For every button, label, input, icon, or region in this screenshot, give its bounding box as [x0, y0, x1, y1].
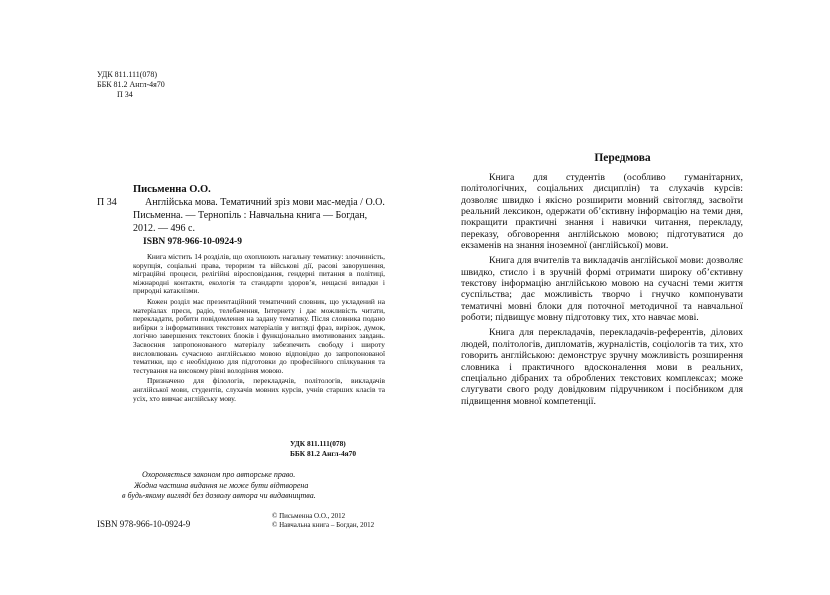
copyright-line: © Письменна О.О., 2012 — [272, 512, 346, 520]
notice-line: Жодна частина видання не може бути відтворена — [134, 480, 309, 490]
copyrights — [272, 512, 374, 530]
copyright-line: © Навчальна книга – Богдан, 2012 — [272, 521, 375, 529]
call-code-side: П 34 — [97, 197, 117, 208]
isbn: ISBN 978-966-10-0924-9 — [143, 237, 242, 247]
abstract-paragraph: Кожен розділ має презентаційний тематичний словник, що укладений на матеріалах преси, радіо, телебачення, Інтернету і дає можливість читати, перекладати, робити повідомлення на задану тематику. Після словника подано вибірки з інформативних текстових матеріалів у вигляді фраз, вирізок, думок, логічно завершених текстових блоків і функціонально вмотивованих завдань. Засвоєння запропонованого матеріалу забезпечить свободу і широту висловлювань сучасною англійською мовою відповідно до запропонованої тематики, що є необхідною для підготовки до професійного спілкування та тестування на високому рівні володіння мовою. — [133, 296, 385, 375]
classification-codes — [290, 439, 356, 459]
page-title: Передмова — [594, 152, 651, 164]
udk-header — [97, 70, 165, 100]
abstract-paragraph: Книга містить 14 розділів, що охоплюють нагальну тематику: злочинність, корупція, соціальні права, тероризм та військові дії, расові заворушення, міграційні процеси, релігійні віросповідання, гендерні питання в політиці, міжнародні контакти, екологія та стандарти здоров’я, нещасні випадки і природні катаклізми. — [133, 252, 385, 296]
preface-paragraph: Книга для студентів (особливо гуманітарних, політологічних, соціальних дисциплін) та слухачів курсів: дозволяє швидко і якісно розширити мовний світогляд, засвоїти реальний лексикон, одержати об’єктивну інформацію на теми дня, покращити практичні знання і навички читання, перекладу, переказу, обговорення англійською мовою; підготуватися до екзаменів на знання іноземної (англійської) мови. — [461, 172, 743, 252]
udk-line: УДК 811.111(078) — [97, 70, 158, 79]
abstract — [133, 253, 385, 403]
notice-line: в будь-якому вигляді без дозволу автора чи видавництва. — [122, 491, 316, 500]
bbk-code: ББК 81.2 Англ-4я70 — [290, 449, 357, 458]
notice-line: Охороняється законом про авторське право. — [142, 470, 296, 479]
author-name: Письменна О.О. — [133, 184, 211, 195]
copyright-notice — [122, 470, 362, 502]
isbn-bottom: ISBN 978-966-10-0924-9 — [97, 519, 191, 529]
bbk-line: ББК 81.2 Англ-4я70 — [97, 80, 165, 89]
abstract-paragraph: Призначено для філологів, перекладачів, політологів, викладачів англійської мови, студентів, слухачів мовних курсів, учнів старших класів та усіх, хто вивчає англійську мову. — [133, 376, 385, 403]
preface-paragraph: Книга для вчителів та викладачів англійської мови: дозволяє швидко, стисло і в зручній формі отримати широку об’єктивну текстову інформацію англійською мовою на сучасні теми життя суспільства; дає можливість творчо і гнучко компонувати тематичні мовні блоки для поточної методичної та навчальної роботи; підвищує мовну підготовку тих, хто навчає мові. — [461, 255, 743, 324]
call-code: П 34 — [117, 90, 133, 99]
udk-code: УДК 811.111(078) — [290, 439, 346, 448]
preface-paragraph: Книга для перекладачів, перекладачів-референтів, ділових людей, політологів, дипломатів, журналістів, соціологів та тих, хто говорить англійською: демонструє зручну можливість розширення словника і практичного вдосконалення мови в реальних, спеціально дібраних та оброблених текстових комплексах; може слугувати свого роду довідковим підручником і посібником для підвищення мовної компетенції. — [461, 327, 743, 407]
preface-text — [461, 172, 743, 411]
bibliographic-description: Англійська мова. Тематичний зріз мови мас-медіа / О.О. Письменна. — Тернопіль : Навчальна книга — Богдан, 2012. — 496 с. — [133, 197, 385, 234]
